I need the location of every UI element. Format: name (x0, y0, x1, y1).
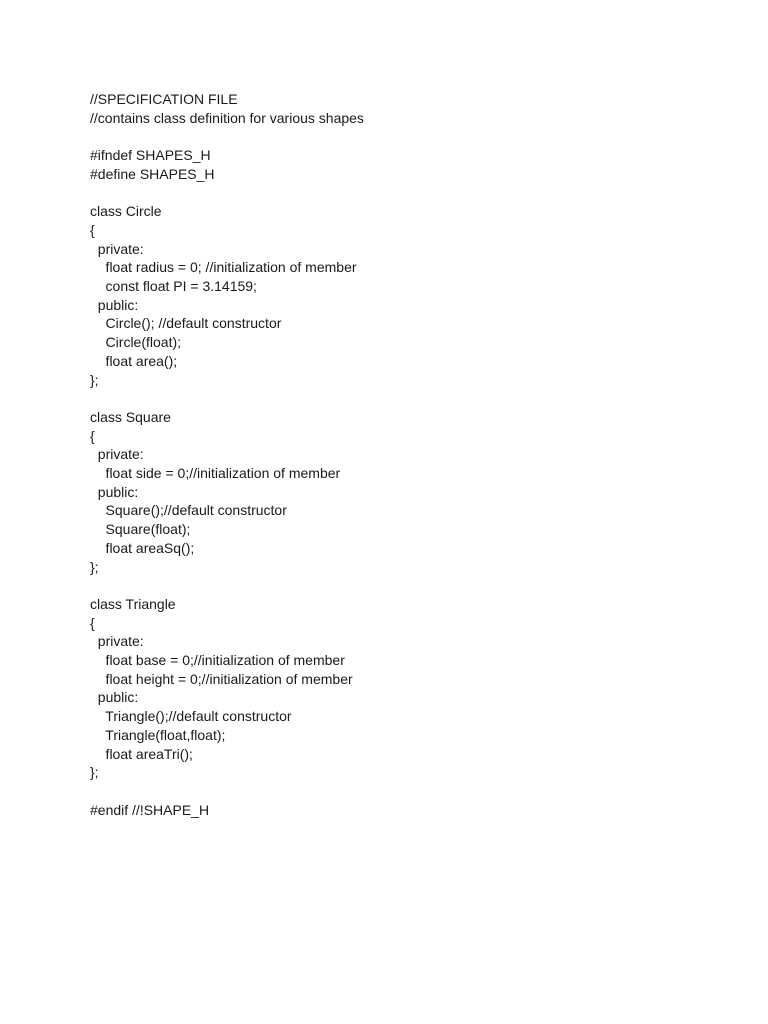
code-line: #endif //!SHAPE_H (90, 801, 210, 818)
code-line: { (90, 221, 95, 238)
code-line: //contains class definition for various shapes (90, 109, 364, 126)
code-line: }; (90, 764, 99, 781)
code-line: private: (90, 633, 144, 650)
code-line: }; (90, 371, 99, 388)
code-line: Circle(); //default constructor (90, 315, 282, 332)
code-line (90, 782, 730, 801)
code-line (90, 127, 730, 146)
code-line: private: (90, 240, 144, 257)
code-line: float side = 0;//initialization of member (90, 465, 341, 482)
code-line: float area(); (90, 352, 178, 369)
code-line: Triangle(float,float); (90, 726, 226, 743)
code-line: { (90, 427, 95, 444)
code-line: { (90, 614, 95, 631)
code-line: #define SHAPES_H (90, 165, 215, 182)
code-line: class Square (90, 408, 171, 425)
code-line: float areaSq(); (90, 539, 195, 556)
code-line: Triangle();//default constructor (90, 708, 292, 725)
code-line: public: (90, 296, 139, 313)
code-line: //SPECIFICATION FILE (90, 91, 238, 107)
code-line: float areaTri(); (90, 745, 193, 762)
code-line: float height = 0;//initialization of member (90, 670, 353, 687)
code-line: public: (90, 483, 139, 500)
code-line (90, 389, 730, 408)
code-line: float base = 0;//initialization of member (90, 652, 345, 669)
code-line: Square(float); (90, 521, 191, 538)
code-text-block (90, 90, 730, 819)
code-line: class Triangle (90, 595, 176, 612)
code-line: Square();//default constructor (90, 502, 287, 519)
code-line: private: (90, 446, 144, 463)
code-line: class Circle (90, 203, 162, 220)
code-line: }; (90, 558, 99, 575)
code-line (90, 576, 730, 595)
code-line: public: (90, 689, 139, 706)
code-line: Circle(float); (90, 334, 182, 351)
code-line: const float PI = 3.14159; (90, 278, 257, 294)
code-line: #ifndef SHAPES_H (90, 147, 211, 164)
code-line: float radius = 0; //initialization of member (90, 259, 357, 276)
code-line (90, 184, 730, 203)
